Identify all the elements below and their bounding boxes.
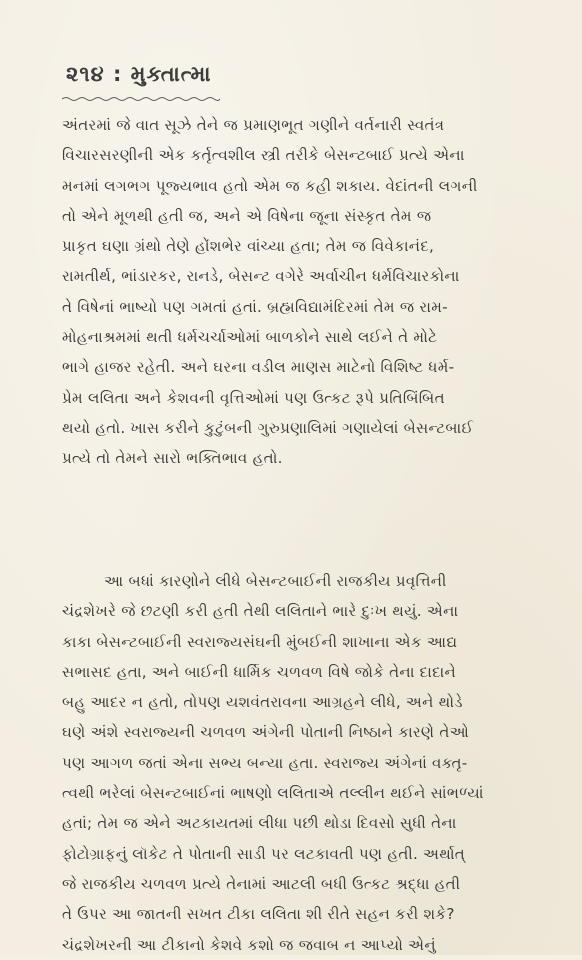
text-line: તો એને મૂળથી હતી જ, અને એ વિષેના જૂના સંસ્કૃત તેમ જ: [62, 206, 432, 225]
text-line: થયો હતો. ખાસ કરીને કુટુંબની ગુરુપ્રણાલિમાં ગણાયેલાં બેસન્ટબાઈ: [62, 418, 474, 437]
text-line: પણ આગળ જતાં એના સભ્ય બન્યા હતા. સ્વરાજ્ય અંગેનાં વક્તૃ-: [62, 753, 468, 772]
text-line: પ્રેમ લલિતા અને કેશવની વૃત્તિઓમાં પણ ઉત્કટ રૂપે પ્રતિબિંબિત: [62, 388, 445, 407]
text-line: ઘણે અંશે સ્વરાજ્યની ચળવળ અંગેની પોતાની નિષ્ઠાને કારણે તેઓ: [62, 723, 470, 742]
text-line: પ્રત્યે તો તેમને સારો ભક્તિભાવ હતો.: [62, 449, 283, 468]
running-head: ૨૧૪ : મુક્તાત્મા: [66, 62, 212, 86]
text-line: ત્વથી ભરેલાં બેસન્ટબાઈનાં ભાષણો લલિતાએ તલ્લીન થઈને સાંભળ્યાં: [62, 784, 484, 803]
text-line: ફોટોગ્રાફનું લૉકેટ તે પોતાની સાડી પર લટકાવતી પણ હતી. અર્થાત્: [62, 844, 466, 863]
text-line: રામતીર્થ, ભાંડારકર, રાનડે, બેસન્ટ વગેરે અર્વાચીન ધર્મવિચારકોના: [62, 267, 460, 286]
text-line: ચંદ્રશેખરની આ ટીકાનો કેશવે કશો જ જવાબ ન આપ્યો એનું: [62, 935, 436, 954]
text-line: તે વિષેનાં ભાષ્યો પણ ગમતાં હતાં. બ્રહ્મવિદ્યામંદિરમાં તેમ જ રામ-: [62, 297, 448, 316]
paragraph-2: [62, 566, 548, 960]
text-line: જે રાજકીય ચળવળ પ્રત્યે તેનામાં આટલી બધી ઉત્કટ શ્રદ્ધા હતી: [62, 874, 461, 893]
text-line: પ્રાકૃત ઘણા ગ્રંથો તેણે હોંશભેર વાંચ્યા હતા; તેમ જ વિવેકાનંદ,: [62, 237, 435, 256]
text-line: ભાગે હાજર રહેતી. અને ઘરના વડીલ માણસ માટેનો વિશિષ્ટ ધર્મ-: [62, 358, 455, 377]
text-line: તે ઉપર આ જાતની સખત ટીકા લલિતા શી રીતે સહન કરી શકે?: [62, 905, 455, 924]
text-line: બહુ આદર ન હતો, તોપણ યશવંતરાવના આગ્રહને લીધે, અને થોડે: [62, 693, 463, 712]
text-line: મોહનાશ્રમમાં થતી ધર્મચર્ચાઓમાં બાળકોને સાથે લઈને તે મોટે: [62, 328, 438, 347]
text-line: વિચારસરણીની એક કર્તૃત્વશીલ સ્ત્રી તરીકે બેસન્ટબાઈ પ્રત્યે એના: [62, 146, 465, 165]
text-line: આ બધાં કારણોને લીધે બેસન્ટબાઈની રાજકીય પ્રવૃત્તિની: [104, 572, 447, 590]
text-line: સભાસદ હતા, અને બાઈની ધાર્મિક ચળવળ વિષે જોકે તેના દાદાને: [62, 662, 456, 681]
text-line: હતાં; તેમ જ એને અટકાયતમાં લીધા પછી થોડા દિવસો સુધી તેના: [62, 814, 457, 833]
paragraph-1: [62, 110, 548, 474]
text-line: મનમાં લગભગ પૂજ્યભાવ હતો એમ જ કહી શકાય. વેદાંતની લગની: [62, 176, 478, 195]
decorative-wavy-rule: [62, 96, 220, 102]
text-line: કાકા બેસન્ટબાઈની સ્વરાજ્યસંઘની મુંબઈની શાખાના એક આદ્ય: [62, 632, 458, 651]
text-line: ચંદ્રશેખરે જે છટણી કરી હતી તેથી લલિતાને ભારે દુઃખ થયું. એના: [62, 602, 459, 621]
text-line: અંતરમાં જે વાત સૂઝે તેને જ પ્રમાણભૂત ગણીને વર્તનારી સ્વતંત્ર: [62, 116, 445, 134]
